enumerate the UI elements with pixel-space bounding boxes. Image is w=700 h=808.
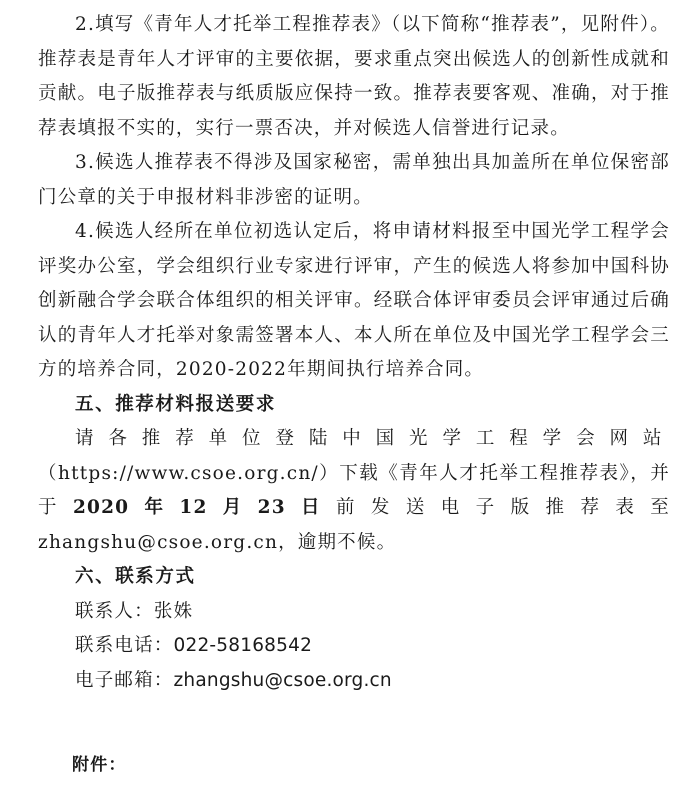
section-heading-contact: 六、联系方式 — [75, 566, 196, 587]
contact-person-row — [38, 595, 670, 630]
paragraph-item-3: 3.候选人推荐表不得涉及国家秘密，需单独出具加盖所在单位保密部门公章的关于申报材料非涉密的证明。 — [38, 152, 670, 208]
spacer — [38, 698, 670, 748]
contact-phone-label: 联系电话： — [75, 635, 174, 656]
submission-text-line3: 前发送电子版推荐表至 zhangshu@csoe.org.cn，逾期不候。 — [38, 497, 670, 553]
contact-phone-row — [38, 629, 670, 664]
attachment-label: 附件： — [72, 755, 127, 775]
paragraph-item-4: 4.候选人经所在单位初选认定后，将申请材料报至中国光学工程学会评奖办公室，学会组织行业专家进行评审，产生的候选人将参加中国科协创新融合学会联合体组织的相关评审。经联合体评审委员会评审通过后确认的青年人才托举对象需签署本人、本人所在单位及中国光学工程学会三方的培养合同，2020-2022年期间执行培养合同。 — [38, 221, 670, 380]
contact-email-row — [38, 664, 670, 699]
submission-text-line2: （https://www.csoe.org.cn/）下载《青年人才托举工程推荐表》，并于 — [38, 462, 670, 518]
submission-paragraph — [38, 422, 670, 560]
contact-phone-value: 022-58168542 — [173, 635, 313, 656]
contact-email-label: 电子邮箱： — [75, 669, 174, 691]
contact-person-label: 联系人： — [75, 600, 154, 622]
paragraph-item-2: 2.填写《青年人才托举工程推荐表》（以下简称“推荐表”，见附件）。推荐表是青年人才评审的主要依据，要求重点突出候选人的创新性成就和贡献。电子版推荐表与纸质版应保持一致。推荐表要客观、准确，对于推荐表填报不实的，实行一票否决，并对候选人信誉进行记录。 — [38, 14, 670, 139]
contact-person-value: 张姝 — [153, 600, 194, 622]
submission-text-line1: 请各推荐单位登陆中国光学工程学会网站 — [75, 428, 670, 449]
submission-deadline: 2020年12月23日 — [72, 497, 336, 518]
section-heading-submission: 五、推荐材料报送要求 — [75, 393, 277, 415]
contact-email-value: zhangshu@csoe.org.cn — [173, 669, 392, 691]
